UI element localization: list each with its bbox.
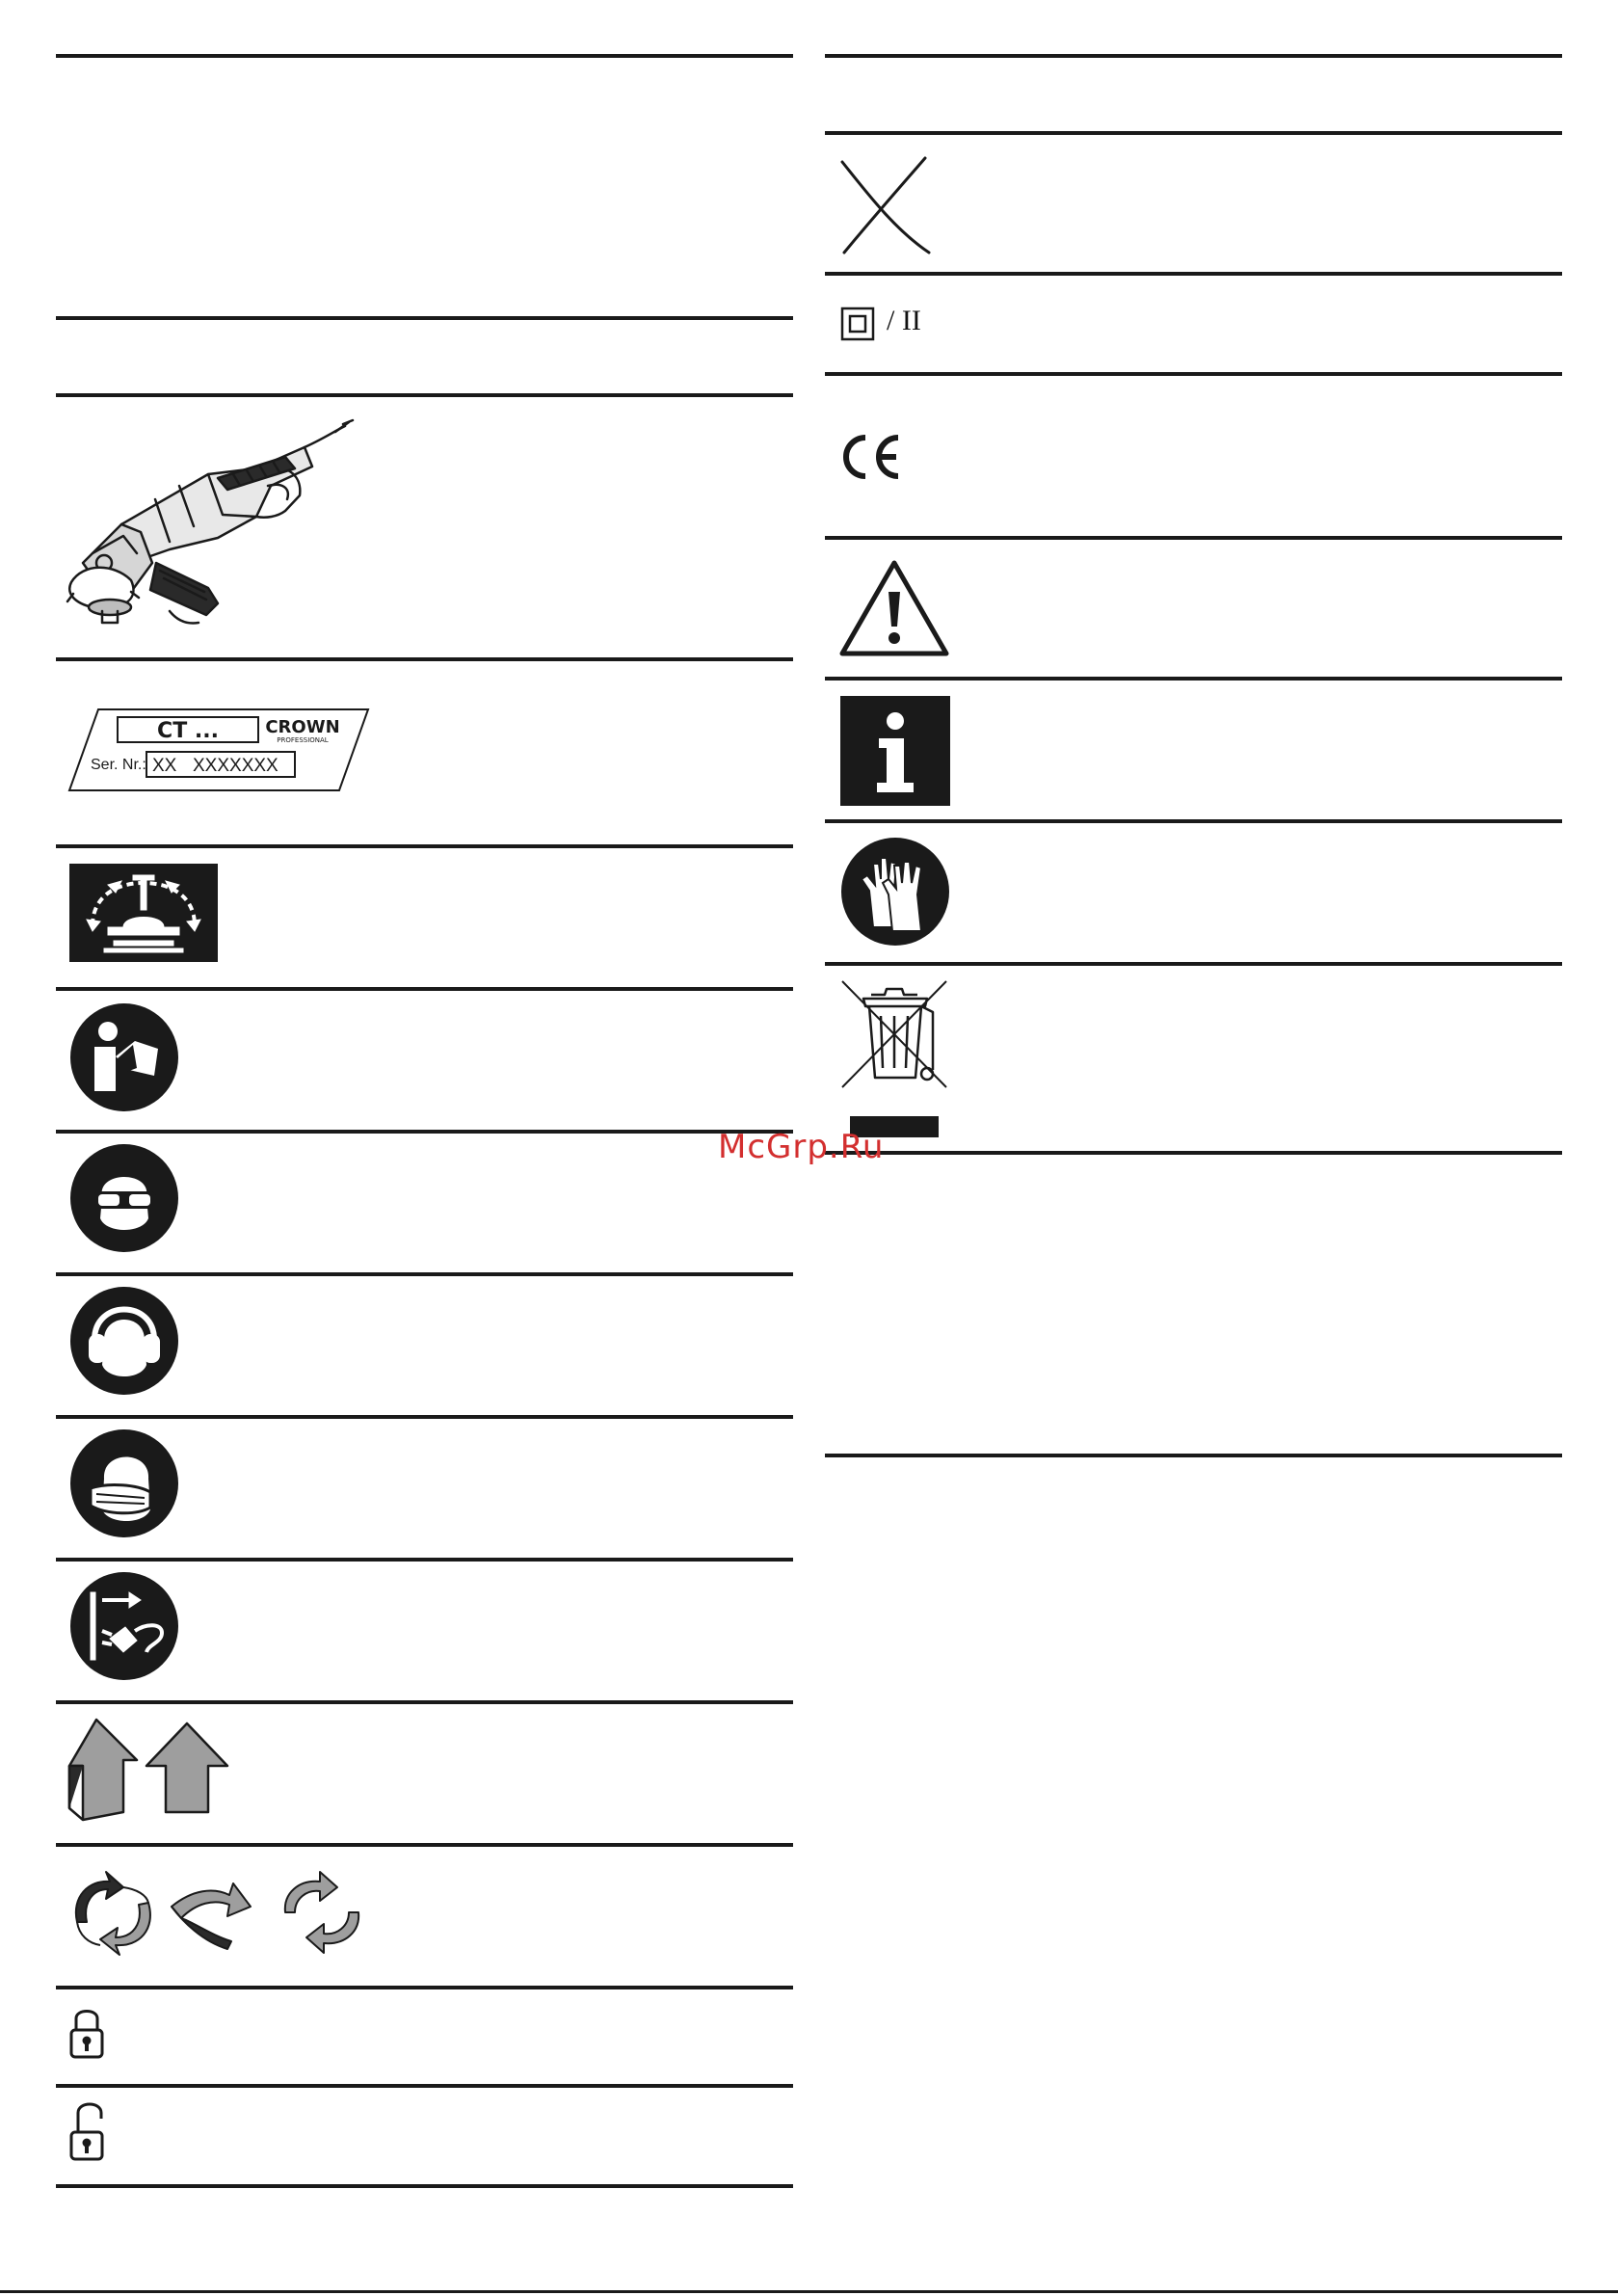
divider [825, 54, 1562, 58]
dust-mask-icon [69, 1428, 179, 1538]
page-bottom-rule [0, 2290, 1618, 2293]
divider [56, 1843, 793, 1847]
watermark-text: McGrp.Ru [718, 1128, 885, 1166]
gloves-icon [840, 837, 950, 947]
divider [56, 393, 793, 397]
divider [825, 272, 1562, 276]
warning-triangle-icon [838, 557, 950, 657]
guard-adjustment-icon [69, 864, 218, 962]
divider [56, 987, 793, 991]
divider [56, 1272, 793, 1276]
divider [825, 372, 1562, 376]
angle-grinder-illustration [64, 418, 362, 636]
divider [825, 962, 1562, 966]
lock-closed-icon [67, 2005, 106, 2061]
divider [825, 536, 1562, 540]
divider [825, 1454, 1562, 1457]
lock-open-icon [67, 2099, 110, 2161]
divider [56, 844, 793, 848]
divider [56, 1700, 793, 1704]
serial-prefix: XX [152, 756, 177, 776]
divider [56, 54, 793, 58]
brand-sub-text: PROFESSIONAL [277, 736, 329, 744]
serial-label: Ser. Nr.: [91, 757, 146, 773]
double-insulation-icon [840, 307, 875, 341]
class-ii-label: / II [887, 305, 921, 336]
serial-value: XXXXXXX [193, 756, 279, 776]
brand-text: CROWN [265, 717, 340, 737]
rotation-direction-icon [67, 1868, 366, 1957]
ce-mark-icon [838, 430, 904, 484]
divider [56, 657, 793, 661]
divider [56, 1558, 793, 1562]
weee-bin-icon [838, 977, 950, 1139]
divider [56, 1986, 793, 1989]
divider [56, 1415, 793, 1419]
divider [56, 1130, 793, 1134]
cross-mark-icon [836, 152, 933, 258]
information-icon [840, 696, 950, 806]
model-text: CT ... [157, 719, 219, 743]
divider [56, 2084, 793, 2088]
divider [56, 316, 793, 320]
ear-protection-icon [69, 1286, 179, 1396]
divider [825, 1151, 1562, 1155]
divider [825, 131, 1562, 135]
eye-protection-icon [69, 1143, 179, 1253]
nameplate-label [67, 706, 372, 796]
unplug-icon [69, 1571, 179, 1681]
read-manual-icon [69, 1002, 179, 1112]
arrow-direction-icon [67, 1712, 231, 1824]
divider [825, 677, 1562, 681]
divider [56, 2184, 793, 2188]
divider [825, 819, 1562, 823]
